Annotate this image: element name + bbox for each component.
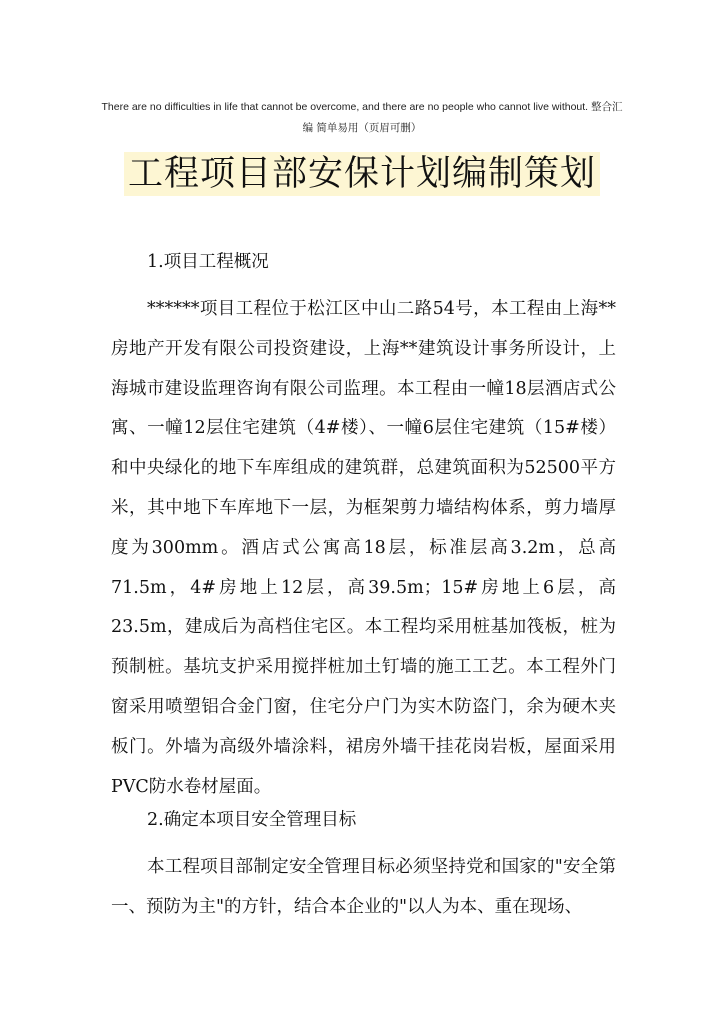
section-heading: 2.确定本项目安全管理目标 bbox=[147, 810, 357, 830]
document-title: 工程项目部安保计划编制策划 bbox=[124, 152, 600, 196]
section-heading: 1.项目工程概况 bbox=[147, 252, 269, 272]
document-title-container bbox=[0, 152, 724, 196]
page-header-line: 编 简单易用（页眉可删） bbox=[302, 122, 422, 134]
section-paragraph: ******项目工程位于松江区中山二路54号，本工程由上海**房地产开发有限公司投资建设，上海**建筑设计事务所设计，上海城市建设监理咨询有限公司监理。本工程由一幢18层酒店式公寓、一幢12层住宅建筑（4#楼）、一幢6层住宅建筑（15#楼）和中央绿化的地下车库组成的建筑群，总建筑面积为52500平方米，其中地下车库地下一层，为框架剪力墙结构体系，剪力墙厚度为300mm。酒店式公寓高18层，标准层高3.2m，总高71.5m，4#房地上12层，高39.5m；15#房地上6层，高23.5m，建成后为高档住宅区。本工程均采用桩基加筏板，桩为预制桩。基坑支护采用搅拌桩加土钉墙的施工工艺。本工程外门窗采用喷塑铝合金门窗，住宅分户门为实木防盗门，余为硬木夹板门。外墙为高级外墙涂料，裙房外墙干挂花岗岩板，屋面采用PVC防水卷材屋面。 bbox=[111, 299, 616, 797]
page-header-line: There are no difficulties in life that cannot be overcome, and there are no people who cannot live without. 整合汇 bbox=[101, 101, 623, 113]
section-paragraph: 本工程项目部制定安全管理目标必须坚持党和国家的"安全第一、预防为主"的方针，结合本企业的"以人为本、重在现场、 bbox=[111, 857, 616, 917]
